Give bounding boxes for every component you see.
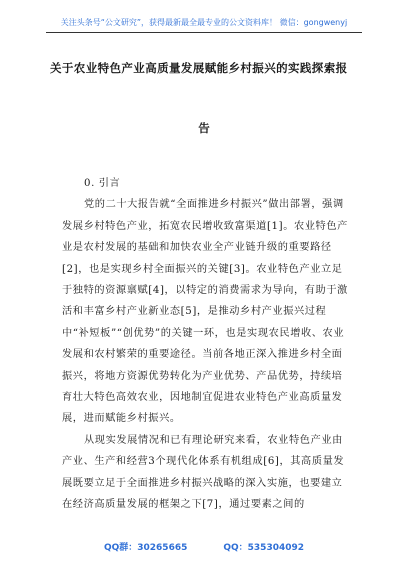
- footer-qq-group: QQ群：30265665: [103, 543, 188, 553]
- document-title: 关于农业特色产业高质量发展赋能乡村振兴的实践探索报: [50, 61, 348, 75]
- section-heading: 0. 引言: [84, 178, 121, 189]
- footer-contact: [0, 540, 408, 553]
- header-banner: 关注头条号“公文研究”，获得最新最全最专业的公文资料库！ 微信：gongwenyj: [46, 16, 362, 33]
- paragraph-2: 从现实发展情况和已有理论研究来看，农业特色产业由产业、生产和经营3个现代化体系有机组成[6]，其高质量发展既要立足于全面推进乡村振兴战略的深入实施，也要建立在经济高质量发展的框架之下[7]，通过要素之间的: [62, 434, 345, 511]
- footer-qq: QQ：535304092: [223, 543, 305, 553]
- document-body: [62, 173, 348, 516]
- paragraph-1: 党的二十大报告就“全面推进乡村振兴”做出部署，强调发展乡村特色产业，拓宽农民增收致富渠道[1]。农业特色产业是农村发展的基础和加快农业全产业链升级的重要路径[2]，也是实现乡村全面振兴的关键[3]。农业特色产业立足于独特的资源禀赋[4]，以特定的消费需求为导向，有助于激活和丰富乡村产业新业态[5]，是推动乡村产业振兴过程中“补短板”“创优势”的关键一环，也是实现农民增收、农业发展和农村繁荣的重要途径。当前各地正深入推进乡村全面振兴，将地方资源优势转化为产业优势、产品优势，持续培育壮大特色高效农业，因地制宜促进农业特色产业高质量发展，进而赋能乡村振兴。: [62, 199, 348, 425]
- document-title-continuation: 告: [198, 121, 210, 135]
